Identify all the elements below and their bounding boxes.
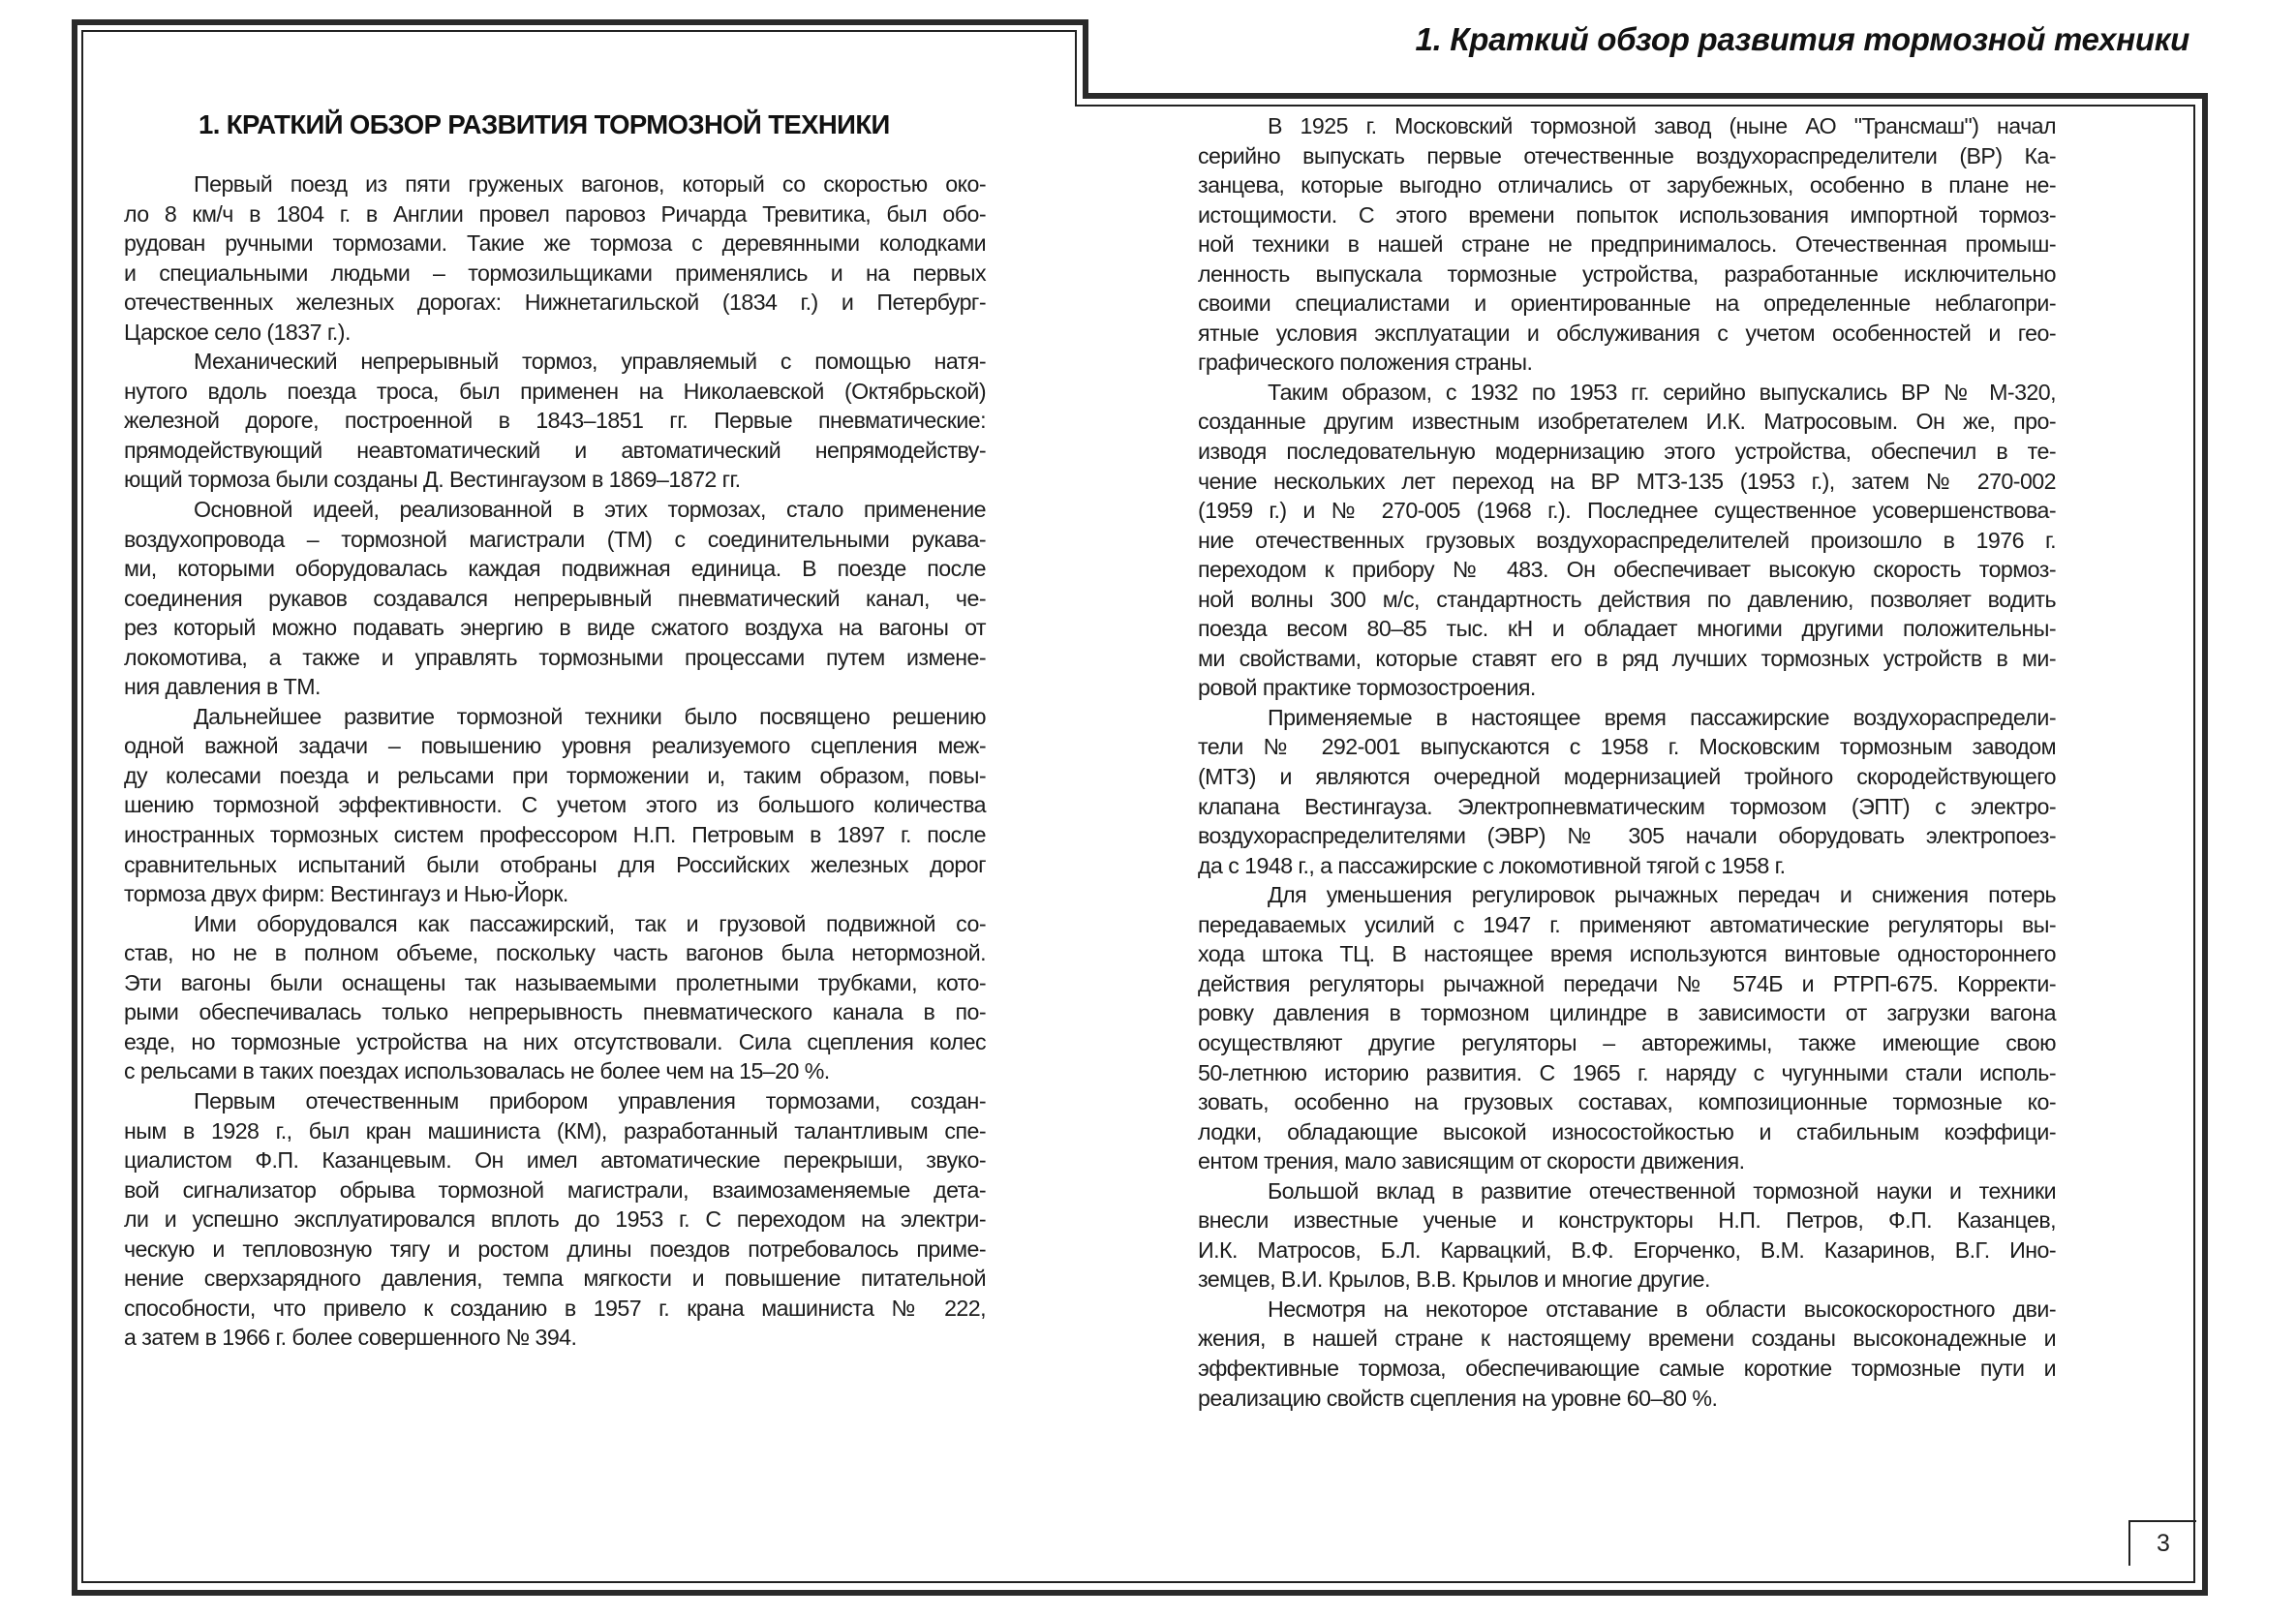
text-line: поезда весом 80–85 тыс. кН и обладает многими другими положительны- bbox=[1198, 616, 2056, 642]
text-line: (1959 г.) и № 270-005 (1968 г.). Последнее существенное усовершенствова- bbox=[1198, 498, 2056, 524]
text-line: вой сигнализатор обрыва тормозной магистрали, взаимозаменяемые дета- bbox=[124, 1176, 986, 1203]
text-line: ли и успешно эксплуатировался вплоть до 1953 г. С переходом на электри- bbox=[124, 1206, 986, 1233]
text-line: ми свойствами, которые ставят его в ряд лучших тормозных устройств в ми- bbox=[1198, 645, 2056, 671]
text-line: (МТЗ) и являются очередной модернизацией тройного скородействующего bbox=[1198, 764, 2056, 790]
text-line: Первым отечественным прибором управления тормозами, создан- bbox=[194, 1087, 986, 1114]
text-line: рыми обеспечивалась только непрерывность пневматического канала в по- bbox=[124, 999, 986, 1025]
text-line: а затем в 1966 г. более совершенного № 394. bbox=[124, 1325, 577, 1351]
text-line: внесли известные ученые и конструкторы Н.П. Петров, Ф.П. Казанцев, bbox=[1198, 1207, 2056, 1234]
text-line: рез который можно подавать энергию в виде сжатого воздуха на вагоны от bbox=[124, 615, 986, 641]
text-line: И.К. Матросов, Б.Л. Карвацкий, В.Ф. Егорченко, В.М. Казаринов, В.Г. Ино- bbox=[1198, 1236, 2056, 1263]
frame-outer-step-vertical bbox=[1083, 19, 1088, 99]
text-line: 50-летнюю историю развития. С 1965 г. наряду с чугунными стали исполь- bbox=[1198, 1059, 2056, 1085]
paragraph bbox=[1198, 1176, 2056, 1295]
frame-outer-top-right bbox=[1083, 93, 2208, 99]
paragraph bbox=[124, 702, 986, 909]
text-line: циалистом Ф.П. Казанцевым. Он имел автоматические перекрыши, звуко- bbox=[124, 1147, 986, 1174]
paragraph bbox=[1198, 378, 2056, 703]
text-line: зовать, особенно на грузовых составах, композиционные тормозные ко- bbox=[1198, 1089, 2056, 1115]
frame-outer-right bbox=[2202, 93, 2208, 1596]
text-line: Эти вагоны были оснащены так называемыми пролетными трубками, кото- bbox=[124, 969, 986, 995]
frame-inner-left bbox=[81, 30, 83, 1583]
text-line: хода штока ТЦ. В настоящее время используются винтовые одностороннего bbox=[1198, 941, 2056, 967]
paragraph bbox=[124, 347, 986, 495]
text-line: своими специалистами и ориентированные на определенные неблагопри- bbox=[1198, 290, 2056, 317]
section-title: 1. КРАТКИЙ ОБЗОР РАЗВИТИЯ ТОРМОЗНОЙ ТЕХНИКИ bbox=[199, 109, 890, 139]
text-line: истощимости. С этого времени попыток использования импортной тормоз- bbox=[1198, 201, 2056, 228]
frame-inner-right bbox=[2193, 105, 2195, 1583]
text-line: созданные другим известным изобретателем И.К. Матросовым. Он же, про- bbox=[1198, 409, 2056, 435]
text-line: тели № 292-001 выпускаются с 1958 г. Московским тормозным заводом bbox=[1198, 734, 2056, 760]
text-line: графического положения страны. bbox=[1198, 350, 1533, 376]
left-column bbox=[124, 169, 986, 1353]
text-line: Ими оборудовался как пассажирский, так и грузовой подвижной со- bbox=[194, 910, 986, 936]
right-column bbox=[1198, 111, 2056, 1413]
text-line: тормоза двух фирм: Вестингауз и Нью-Йорк. bbox=[124, 881, 568, 907]
paragraph bbox=[124, 169, 986, 347]
text-line: нение сверхзарядного давления, темпа мягкости и повышение питательной bbox=[124, 1266, 986, 1292]
text-line: чение нескольких лет переход на ВР МТЗ-135 (1953 г.), затем № 270-002 bbox=[1198, 468, 2056, 494]
text-line: Основной идеей, реализованной в этих тормозах, стало применение bbox=[194, 497, 986, 523]
text-line: Первый поезд из пяти груженых вагонов, который со скоростью око- bbox=[194, 171, 986, 197]
text-line: воздухораспределителями (ЭВР) № 305 начали оборудовать электропоез- bbox=[1198, 823, 2056, 849]
text-line: ной волны 300 м/с, стандартность действия по давлению, позволяет водить bbox=[1198, 586, 2056, 612]
running-header: 1. Краткий обзор развития тормозной техники bbox=[1415, 21, 2189, 57]
text-line: да с 1948 г., а пассажирские с локомотивной тягой с 1958 г. bbox=[1198, 852, 1786, 878]
paragraph bbox=[1198, 880, 2056, 1175]
text-line: железной дороге, построенной в 1843–1851 гг. Первые пневматические: bbox=[124, 408, 986, 434]
text-line: В 1925 г. Московский тормозной завод (ныне АО "Трансмаш") начал bbox=[1268, 113, 2056, 138]
text-line: одной важной задачи – повышению уровня реализуемого сцепления меж- bbox=[124, 733, 986, 759]
page-number: 3 bbox=[2157, 1530, 2170, 1557]
text-line: ятные условия эксплуатации и обслуживания с учетом особенностей и гео- bbox=[1198, 320, 2056, 346]
text-line: Для уменьшения регулировок рычажных передач и снижения потерь bbox=[1268, 882, 2056, 908]
frame-inner-top-left bbox=[81, 30, 1077, 32]
text-line: осуществляют другие регуляторы – авторежимы, также имеющие свою bbox=[1198, 1029, 2056, 1055]
text-line: действия регуляторы рычажной передачи № 574Б и РТРП-675. Корректи- bbox=[1198, 970, 2056, 996]
text-line: рудован ручными тормозами. Такие же тормоза с деревянными колодками bbox=[124, 230, 986, 257]
paragraph bbox=[124, 495, 986, 702]
text-line: став, но не в полном объеме, поскольку часть вагонов была нетормозной. bbox=[124, 940, 986, 966]
text-line: шению тормозной эффективности. С учетом этого из большого количества bbox=[124, 792, 986, 818]
text-line: ло 8 км/ч в 1804 г. в Англии провел паровоз Ричарда Тревитика, был обо- bbox=[124, 200, 986, 227]
text-line: Механический непрерывный тормоз, управляемый с помощью натя- bbox=[194, 349, 986, 375]
text-line: с рельсами в таких поездах использовалась не более чем на 15–20 %. bbox=[124, 1058, 830, 1084]
text-line: земцев, В.И. Крылов, В.В. Крылов и многие другие. bbox=[1198, 1266, 1710, 1293]
text-line: ду колесами поезда и рельсами при торможении и, таким образом, повы- bbox=[124, 762, 986, 788]
paragraph bbox=[1198, 703, 2056, 880]
text-line: передаваемых усилий с 1947 г. применяют автоматические регуляторы вы- bbox=[1198, 911, 2056, 937]
text-line: езде, но тормозные устройства на них отсутствовали. Сила сцепления колес bbox=[124, 1028, 986, 1054]
frame-inner-step-vertical bbox=[1075, 30, 1077, 107]
text-line: ровку давления в тормозном цилиндре в зависимости от загрузки вагона bbox=[1198, 1000, 2056, 1026]
text-line: Большой вклад в развитие отечественной тормозной науки и техники bbox=[1268, 1177, 2056, 1204]
text-line: клапана Вестингауза. Электропневматическим тормозом (ЭПТ) с электро- bbox=[1198, 793, 2056, 819]
frame-inner-bottom bbox=[81, 1581, 2195, 1583]
text-line: сравнительных испытаний были отобраны для Российских железных дорог bbox=[124, 851, 986, 877]
text-line: занцева, которые выгодно отличались от зарубежных, особенно в плане не- bbox=[1198, 172, 2056, 198]
text-line: реализацию свойств сцепления на уровне 60–80 %. bbox=[1198, 1385, 1718, 1411]
text-line: ющий тормоза были созданы Д. Вестингаузом в 1869–1872 гг. bbox=[124, 467, 741, 493]
paragraph bbox=[1198, 111, 2056, 378]
text-line: локомотива, а также и управлять тормозными процессами путем измене- bbox=[124, 644, 986, 670]
text-line: жения, в нашей стране к настоящему времени созданы высоконадежные и bbox=[1198, 1326, 2056, 1352]
text-line: ентом трения, мало зависящим от скорости движения. bbox=[1198, 1148, 1745, 1175]
text-line: нутого вдоль поезда троса, был применен на Николаевской (Октябрьской) bbox=[124, 378, 986, 404]
page-number-box bbox=[2128, 1520, 2196, 1566]
text-line: иностранных тормозных систем профессором Н.П. Петровым в 1897 г. после bbox=[124, 822, 986, 848]
text-line: ческую и тепловозную тягу и ростом длины поездов потребовалось приме- bbox=[124, 1236, 986, 1262]
text-line: ной техники в нашей стране не предпринималось. Отечественная промыш- bbox=[1198, 231, 2056, 258]
frame-inner-top-right bbox=[1075, 105, 2195, 107]
text-line: отечественных железных дорогах: Нижнетагильской (1834 г.) и Петербург- bbox=[124, 290, 986, 316]
text-line: Таким образом, с 1932 по 1953 гг. серийно выпускались ВР № М-320, bbox=[1268, 379, 2056, 405]
text-line: и специальными людьми – тормозильщиками применялись и на первых bbox=[124, 259, 986, 286]
paragraph bbox=[1198, 1295, 2056, 1413]
text-line: способности, что привело к созданию в 1957 г. крана машиниста № 222, bbox=[124, 1295, 986, 1321]
text-line: ным в 1928 г., был кран машиниста (КМ), разработанный талантливым спе- bbox=[124, 1117, 986, 1144]
paragraph bbox=[124, 1086, 986, 1353]
text-line: ровой практике тормозостроения. bbox=[1198, 675, 1536, 701]
frame-outer-left bbox=[72, 19, 77, 1596]
text-line: переходом к прибору № 483. Он обеспечивает высокую скорость тормоз- bbox=[1198, 557, 2056, 583]
text-line: Царское село (1837 г.). bbox=[124, 319, 351, 345]
text-line: ние отечественных грузовых воздухораспределителей произошло в 1976 г. bbox=[1198, 527, 2056, 553]
text-line: лодки, обладающие высокой износостойкостью и стабильным коэффици- bbox=[1198, 1118, 2056, 1144]
text-line: эффективные тормоза, обеспечивающие самые короткие тормозные пути и bbox=[1198, 1355, 2056, 1381]
text-line: прямодействующий неавтоматический и автоматический непрямодейству- bbox=[124, 437, 986, 463]
text-line: серийно выпускать первые отечественные воздухораспределители (ВР) Ка- bbox=[1198, 142, 2056, 168]
text-line: ния давления в ТМ. bbox=[124, 674, 321, 700]
frame-outer-bottom bbox=[72, 1590, 2208, 1596]
text-line: ленность выпускала тормозные устройства, разработанные исключительно bbox=[1198, 260, 2056, 287]
text-line: изводя последовательную модернизацию этого устройства, обеспечил в те- bbox=[1198, 439, 2056, 465]
text-line: ми, которыми оборудовалась каждая подвижная единица. В поезде после bbox=[124, 556, 986, 582]
text-line: Применяемые в настоящее время пассажирские воздухораспредели- bbox=[1268, 704, 2056, 730]
text-line: Дальнейшее развитие тормозной техники было посвящено решению bbox=[194, 703, 986, 729]
text-line: соединения рукавов создавался непрерывный пневматический канал, че- bbox=[124, 585, 986, 611]
text-line: Несмотря на некоторое отставание в области высокоскоростного дви- bbox=[1268, 1296, 2056, 1322]
text-line: воздухопровода – тормозной магистрали (ТМ) с соединительными рукава- bbox=[124, 526, 986, 552]
paragraph bbox=[124, 909, 986, 1086]
frame-outer-top-left bbox=[72, 19, 1088, 25]
